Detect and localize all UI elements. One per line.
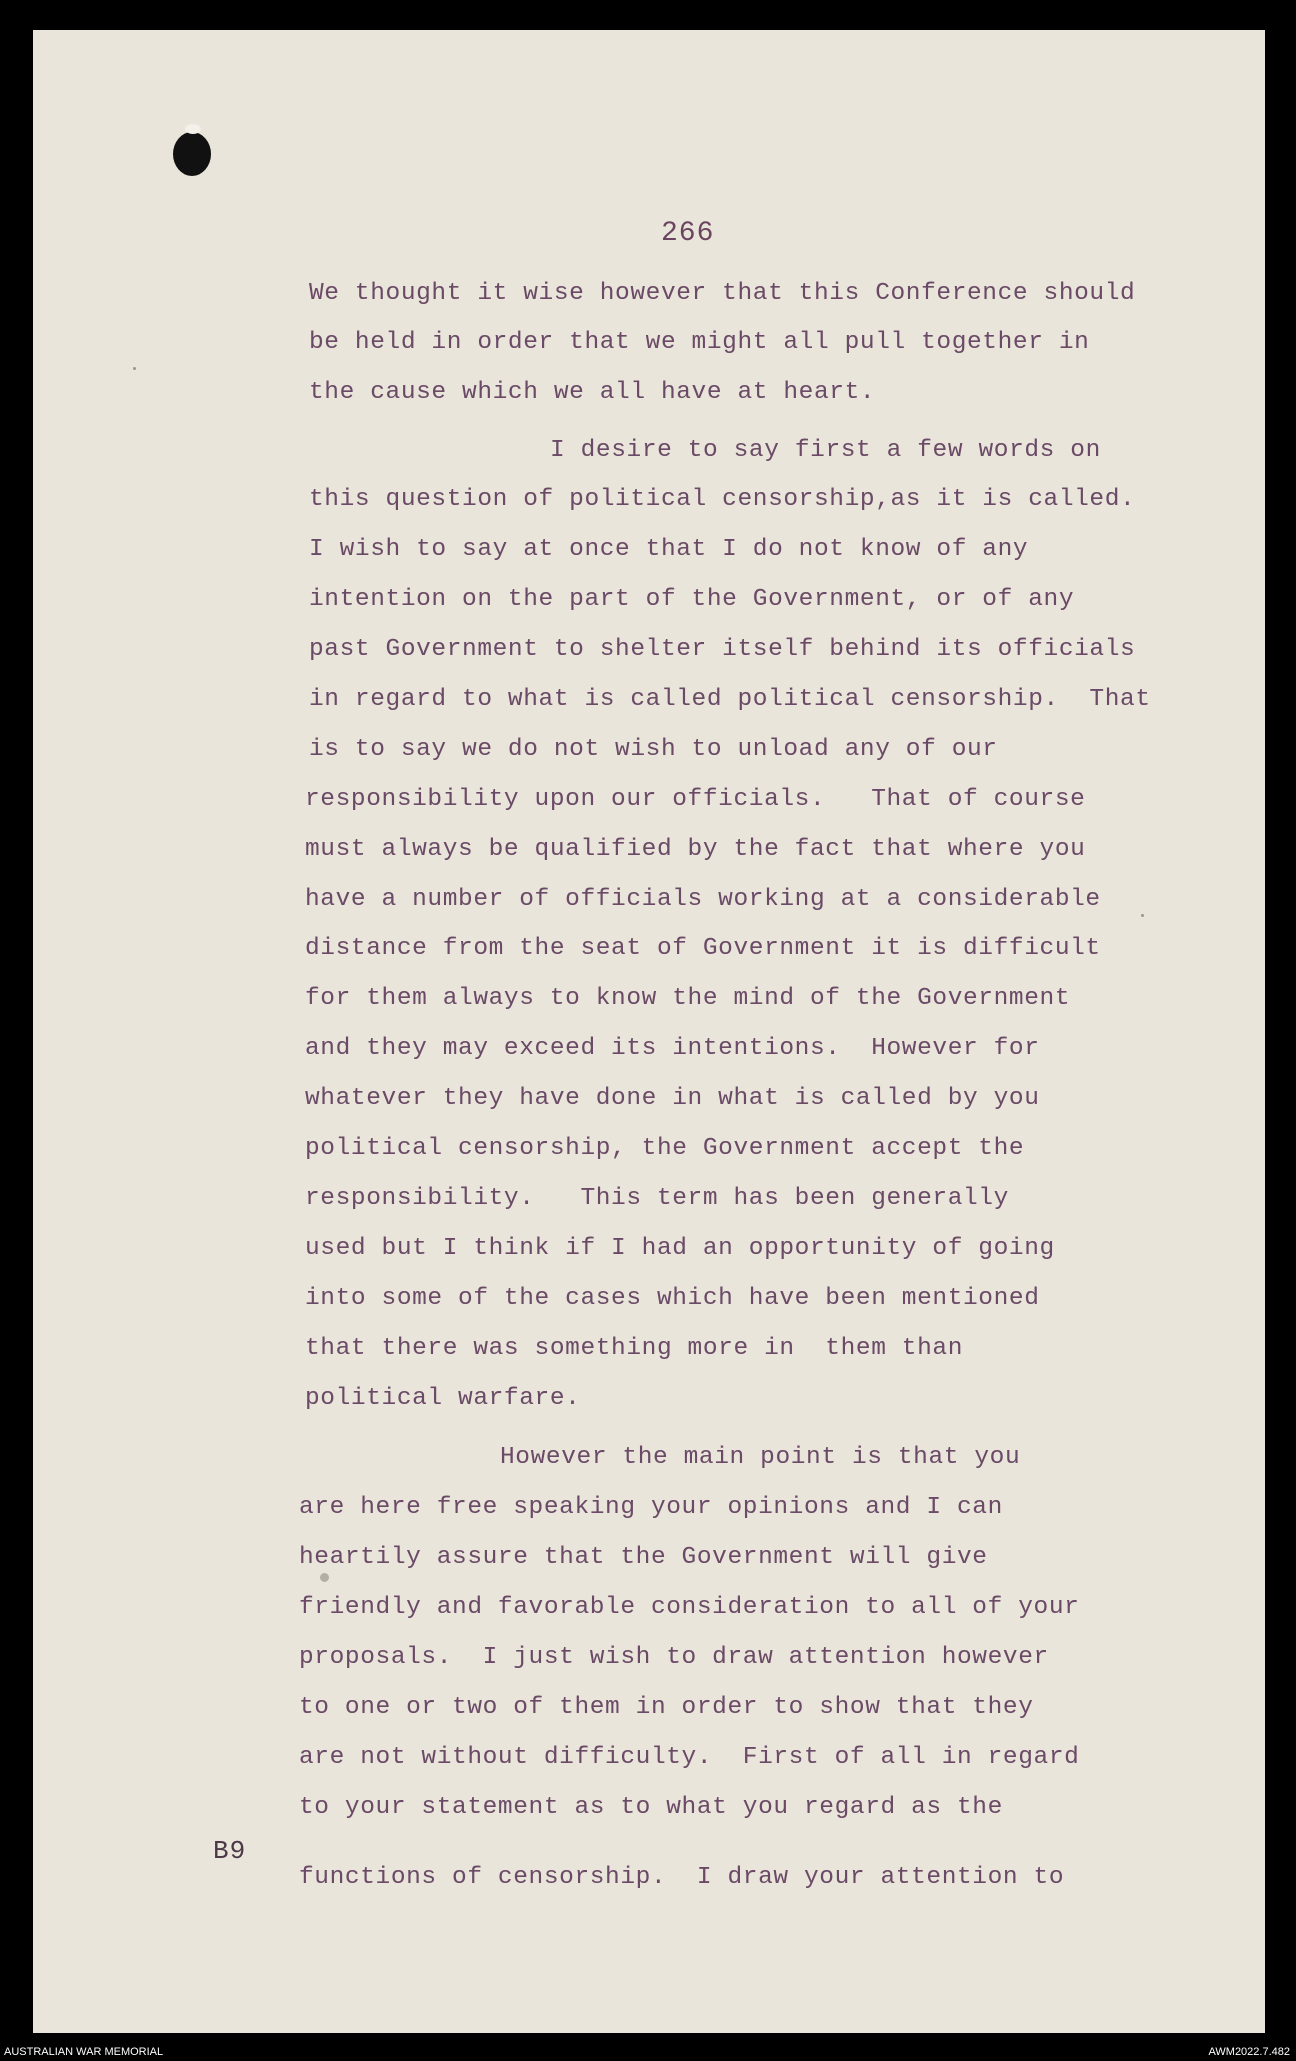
text-line: are not without difficulty. First of all in regard	[299, 1744, 1080, 1771]
text-line: that there was something more in them than	[305, 1335, 964, 1362]
archive-footer	[0, 2045, 1296, 2061]
text-line: used but I think if I had an opportunity of going	[305, 1235, 1055, 1262]
text-line: I wish to say at once that I do not know of any	[309, 536, 1029, 563]
text-line: past Government to shelter itself behind its officials	[309, 636, 1136, 663]
text-line: whatever they have done in what is called by you	[305, 1085, 1040, 1112]
text-line: heartily assure that the Government will give	[299, 1544, 988, 1571]
text-line: and they may exceed its intentions. However for	[305, 1035, 1040, 1062]
margin-mark: B9	[213, 1836, 247, 1866]
text-line: political warfare.	[305, 1385, 581, 1412]
text-line: is to say we do not wish to unload any of our	[309, 736, 998, 763]
text-line: this question of political censorship,as it is called.	[309, 486, 1136, 513]
document-page	[33, 30, 1265, 2033]
text-line: in regard to what is called political censorship. That	[309, 686, 1151, 713]
text-line: the cause which we all have at heart.	[309, 379, 876, 406]
text-line: proposals. I just wish to draw attention however	[299, 1644, 1049, 1671]
text-line: to your statement as to what you regard as the	[299, 1794, 1003, 1821]
text-line: into some of the cases which have been mentioned	[305, 1285, 1040, 1312]
text-line: to one or two of them in order to show that they	[299, 1694, 1034, 1721]
text-line: be held in order that we might all pull together in	[309, 329, 1090, 356]
text-line: must always be qualified by the fact that where you	[305, 836, 1086, 863]
typewritten-body	[33, 30, 1265, 2033]
text-line: functions of censorship. I draw your attention to	[299, 1864, 1065, 1891]
text-line: friendly and favorable consideration to all of your	[299, 1594, 1080, 1621]
text-line: responsibility upon our officials. That of course	[305, 786, 1086, 813]
text-line: have a number of officials working at a considerable	[305, 886, 1101, 913]
text-line: I desire to say first a few words on	[550, 437, 1101, 464]
text-line: distance from the seat of Government it is difficult	[305, 935, 1101, 962]
text-line: are here free speaking your opinions and I can	[299, 1494, 1003, 1521]
archive-reference: AWM2022.7.482	[1208, 2046, 1290, 2058]
text-line: However the main point is that you	[500, 1444, 1021, 1471]
text-line: We thought it wise however that this Conference should	[309, 280, 1136, 307]
text-line: for them always to know the mind of the Government	[305, 985, 1071, 1012]
archive-name: AUSTRALIAN WAR MEMORIAL	[4, 2046, 164, 2058]
page-number: 266	[661, 218, 715, 249]
text-line: intention on the part of the Government, or of any	[309, 586, 1075, 613]
text-line: political censorship, the Government accept the	[305, 1135, 1025, 1162]
text-line: responsibility. This term has been generally	[305, 1185, 1009, 1212]
